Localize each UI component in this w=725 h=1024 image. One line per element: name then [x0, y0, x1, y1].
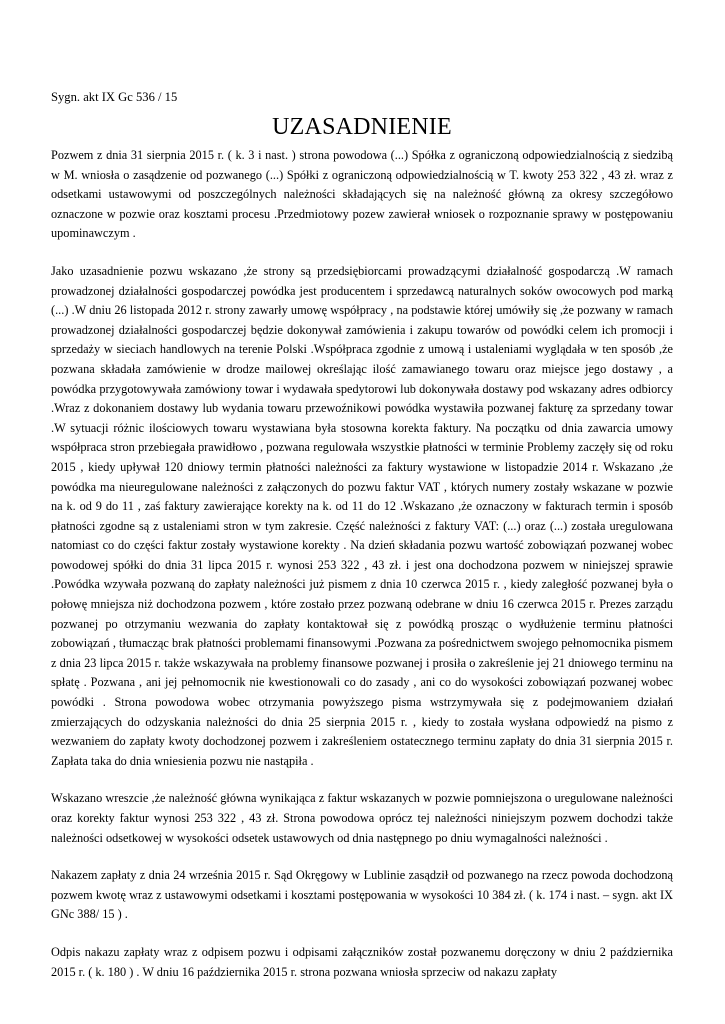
paragraph-main-claim: Wskazano wreszcie ,że należność główna wynikająca z faktur wskazanych w pozwie pomniejszona o uregulowane należności oraz korekty faktur wynosi 253 322 , 43 zł. Strona powodowa oprócz tej należności niniejszym pozwem dochodzi także należności odsetkowej w wysokości odsetek ustawowych od dnia następnego po dniu wymagalności należności . [51, 791, 673, 845]
case-signature: Sygn. akt IX Gc 536 / 15 [51, 90, 178, 104]
paragraph-lawsuit: Pozwem z dnia 31 sierpnia 2015 r. ( k. 3 i nast. ) strona powodowa (...) Spółka z ograniczoną odpowiedzialnością z siedzibą w M. wniosła o zasądzenie od pozwanego (...) Spółki z ograniczoną odpowiedzialnością w T. kwoty 253 322 , 43 zł. wraz z odsetkami ustawowymi od poszczególnych należności składających się na należność główną za okresy szczegółowo oznaczone w pozwie oraz kosztami procesu .Przedmiotowy pozew zawierał wniosek o rozpoznanie sprawy w postępowaniu upominawczym . [51, 148, 673, 241]
paragraph-delivery: Odpis nakazu zapłaty wraz z odpisem pozwu i odpisami załączników został pozwanemu doręczony w dniu 2 października 2015 r. ( k. 180 ) . W dniu 16 października 2015 r. strona pozwana wniosła sprzeciw od nakazu zapłaty [51, 944, 673, 979]
document-page [51, 88, 673, 982]
paragraph-justification: Jako uzasadnienie pozwu wskazano ,że strony są przedsiębiorcami prowadzącymi działalność gospodarczą .W ramach prowadzonej działalności gospodarczej powódka jest producentem i sprzedawcą naturalnych soków owocowych pod marką (...) .W dniu 26 listopada 2012 r. strony zawarły umowę współpracy , na podstawie której umówiły się ,że pozwany w ramach prowadzonej działalności gospodarczej będzie dokonywał zamówienia i zakupu towarów od powódki celem ich promocji i sprzedaży w sieciach handlowych na terenie Polski .Współpraca zgodnie z umową i ustaleniami wyglądała w ten sposób ,że pozwana składała zamówienie w drodze mailowej określając ilość zamawianego towaru oraz miejsce jego dostawy , a powódka przygotowywała zamówiony towar i wydawała spedytorowi lub dokonywała dostawy pod wskazany adres odbiorcy .Wraz z dokonaniem dostawy lub wydania towaru przewoźnikowi powódka wystawiła pozwanej fakturę za sprzedany towar .W sytuacji różnic ilościowych towaru wystawiana była stosowna korekta faktury. Na początku od dnia zawarcia umowy współpraca stron przebiegała prawidłowo , pozwana regulowała wszystkie płatności w terminie Problemy zaczęły się od roku 2015 , kiedy upływał 120 dniowy termin płatności należności za faktury wystawione w listopadzie 2014 r. Wskazano ,że powódka ma nieuregulowane należności z załączonych do pozwu faktur VAT , których numery zostały wskazane w pozwie na k. od 9 do 11 , zaś faktury zawierające korekty na k. od 11 do 12 .Wskazano ,że oznaczony w fakturach termin i sposób płatności zgodne są z ustaleniami stron w tym zakresie. Część należności z faktury VAT: (...) oraz (...) została uregulowana natomiast co do części faktur zostały wystawione korekty . Na dzień składania pozwu wartość zobowiązań pozwanej wobec powodowej spółki do dnia 31 lipca 2015 r. wynosi 253 322 , 43 zł. i jest ona dochodzona pozwem w niniejszej sprawie .Powódka wzywała pozwaną do zapłaty należności już pismem z dnia 10 czerwca 2015 r. , kiedy zaległość pozwanej była o połowę mniejsza niż dochodzona pozwem , które zostało przez pozwaną odebrane w dniu 16 czerwca 2015 r. Prezes zarządu pozwanej po otrzymaniu wezwania do zapłaty kontaktował się z powódką prosząc o wydłużenie terminu płatności zobowiązań , tłumacząc brak płatności problemami finansowymi .Pozwana za pośrednictwem swojego pełnomocnika pismem z dnia 23 lipca 2015 r. także wskazywała na problemy finansowe pozwanej i prosiła o zakreślenie jej 21 dniowego terminu na spłatę . Pozwana , ani jej pełnomocnik nie kwestionowali co do zasady , ani co do wysokości zobowiązań pozwanej wobec powódki . Strona powodowa wobec otrzymania powyższego pisma wstrzymywała się z podejmowaniem działań zmierzających do odzyskania należności do dnia 25 sierpnia 2015 r. , kiedy to została wysłana odpowiedź na pismo z wezwaniem do zapłaty kwoty dochodzonej pozwem i zakreśleniem ostatecznego terminu zapłaty do dnia 31 sierpnia 2015 r. Zapłata taka do dnia wniesienia pozwu nie nastąpiła . [51, 263, 673, 768]
paragraph-payment-order: Nakazem zapłaty z dnia 24 września 2015 r. Sąd Okręgowy w Lublinie zasądził od pozwanego na rzecz powoda dochodzoną pozwem kwotę wraz z ustawowymi odsetkami i kosztami postępowania w wysokości 10 384 zł. ( k. 174 i nast. – sygn. akt IX GNc 388/ 15 ) . [51, 868, 673, 922]
document-title: UZASADNIENIE [272, 114, 452, 140]
